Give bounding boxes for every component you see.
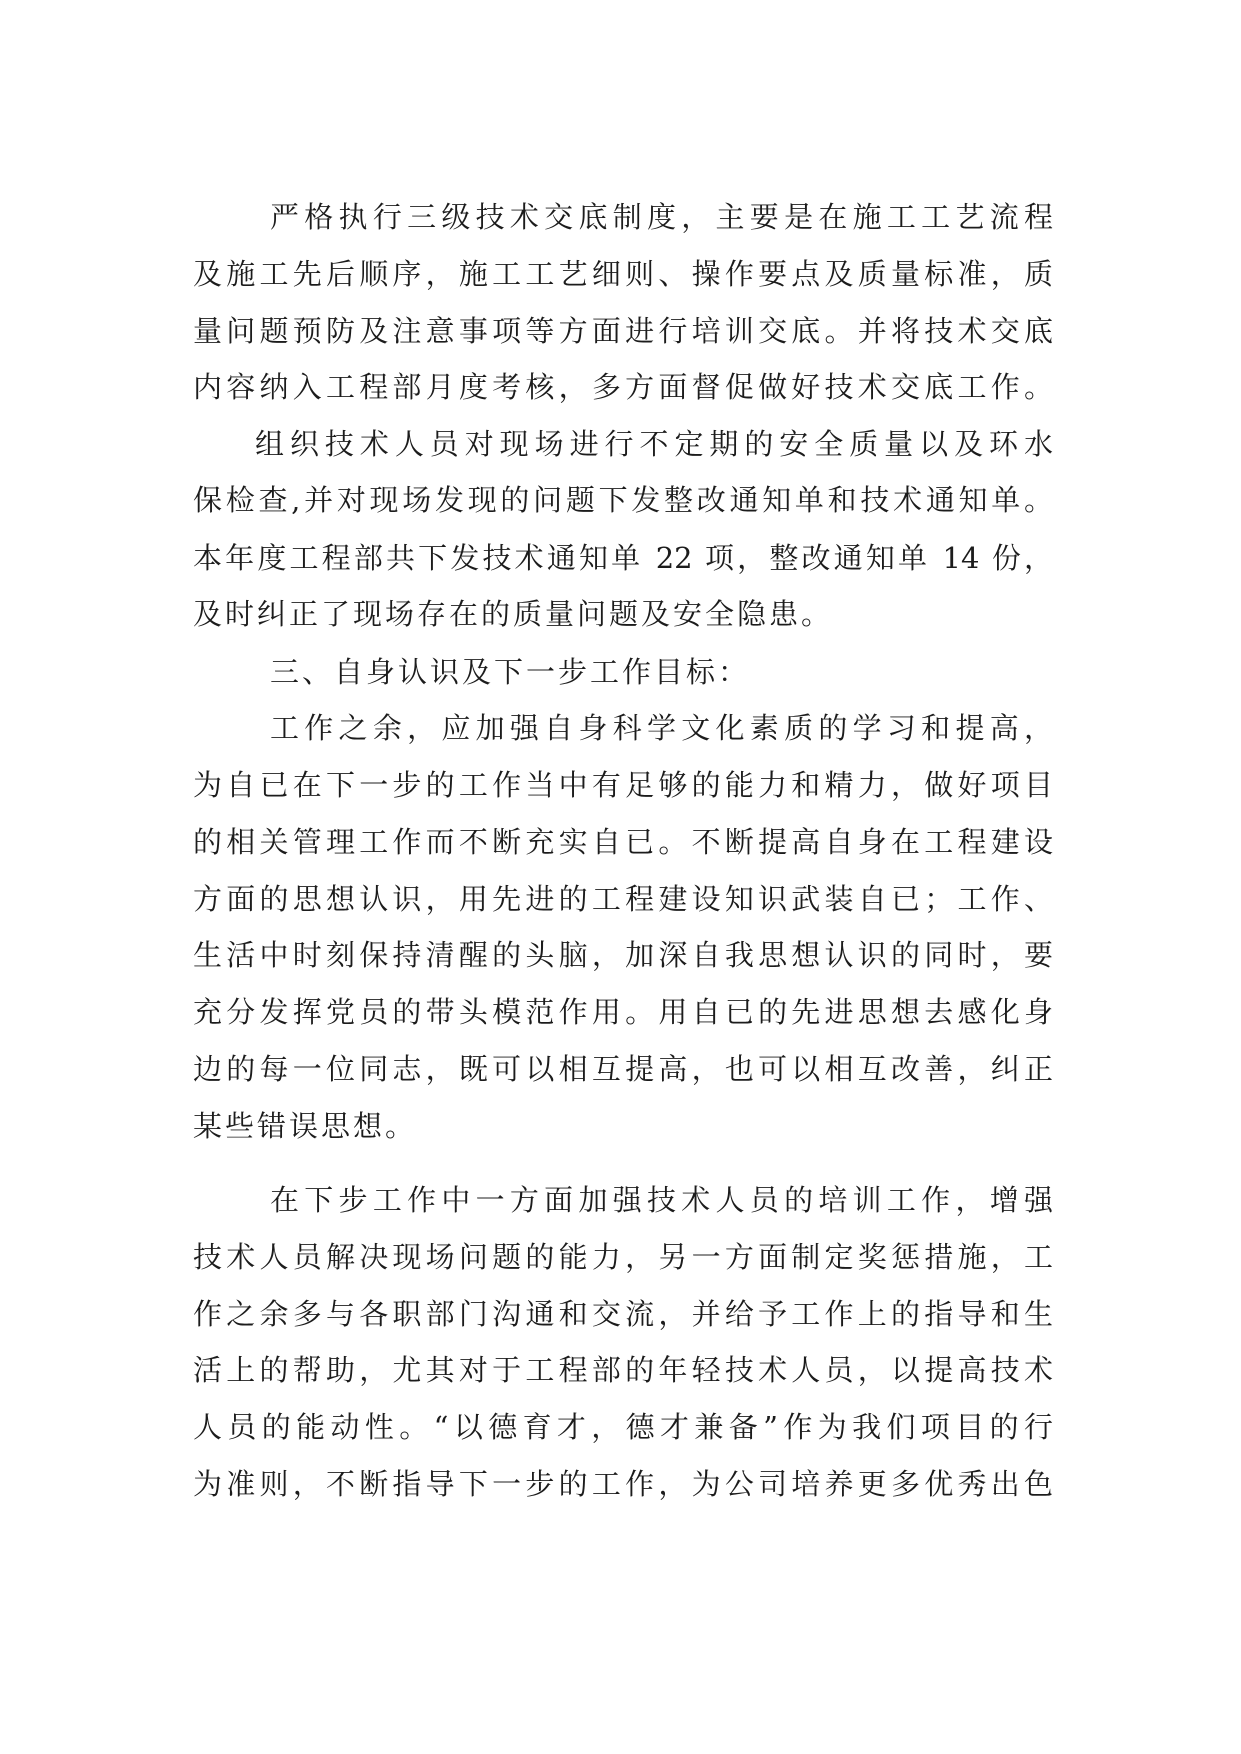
paragraph-line: 技术人员解决现场问题的能力，另一方面制定奖惩措施，工 (193, 1240, 1053, 1274)
paragraph-line: 方面的思想认识，用先进的工程建设知识武装自已；工作、 (193, 882, 1053, 916)
section-heading: 三、自身认识及下一步工作目标： (270, 655, 751, 689)
paragraph-line: 某些错误思想。 (193, 1109, 418, 1143)
paragraph-line: 活上的帮助，尤其对于工程部的年轻技术人员，以提高技术 (193, 1353, 1053, 1387)
paragraph-line: 严格执行三级技术交底制度，主要是在施工工艺流程 (270, 200, 1053, 234)
paragraph-line: 本年度工程部共下发技术通知单 22 项，整改通知单 14 份， (193, 541, 1053, 575)
paragraph-line: 保检查,并对现场发现的问题下发整改通知单和技术通知单。 (193, 483, 1053, 517)
paragraph-line: 工作之余，应加强自身科学文化素质的学习和提高， (270, 711, 1053, 745)
paragraph-line: 作之余多与各职部门沟通和交流，并给予工作上的指导和生 (193, 1297, 1053, 1331)
paragraph-line: 内容纳入工程部月度考核，多方面督促做好技术交底工作。 (193, 370, 1053, 404)
paragraph-line: 及时纠正了现场存在的质量问题及安全隐患。 (193, 597, 834, 631)
paragraph-line: 充分发挥党员的带头模范作用。用自已的先进思想去感化身 (193, 995, 1053, 1029)
paragraph-line: 为自已在下一步的工作当中有足够的能力和精力，做好项目 (193, 768, 1053, 802)
paragraph-line: 的相关管理工作而不断充实自已。不断提高自身在工程建设 (193, 825, 1053, 859)
paragraph-line: 在下步工作中一方面加强技术人员的培训工作，增强 (270, 1183, 1053, 1217)
paragraph-line: 量问题预防及注意事项等方面进行培训交底。并将技术交底 (193, 314, 1053, 348)
paragraph-line: 为准则，不断指导下一步的工作，为公司培养更多优秀出色 (193, 1467, 1053, 1501)
paragraph-line: 组织技术人员对现场进行不定期的安全质量以及环水 (255, 427, 1053, 461)
paragraph-line: 及施工先后顺序，施工工艺细则、操作要点及质量标准，质 (193, 257, 1053, 291)
paragraph-line: 边的每一位同志，既可以相互提高，也可以相互改善，纠正 (193, 1052, 1053, 1086)
paragraph-line: 生活中时刻保持清醒的头脑，加深自我思想认识的同时，要 (193, 938, 1053, 972)
paragraph-line: 人员的能动性。“以德育才，德才兼备”作为我们项目的行 (193, 1410, 1053, 1444)
